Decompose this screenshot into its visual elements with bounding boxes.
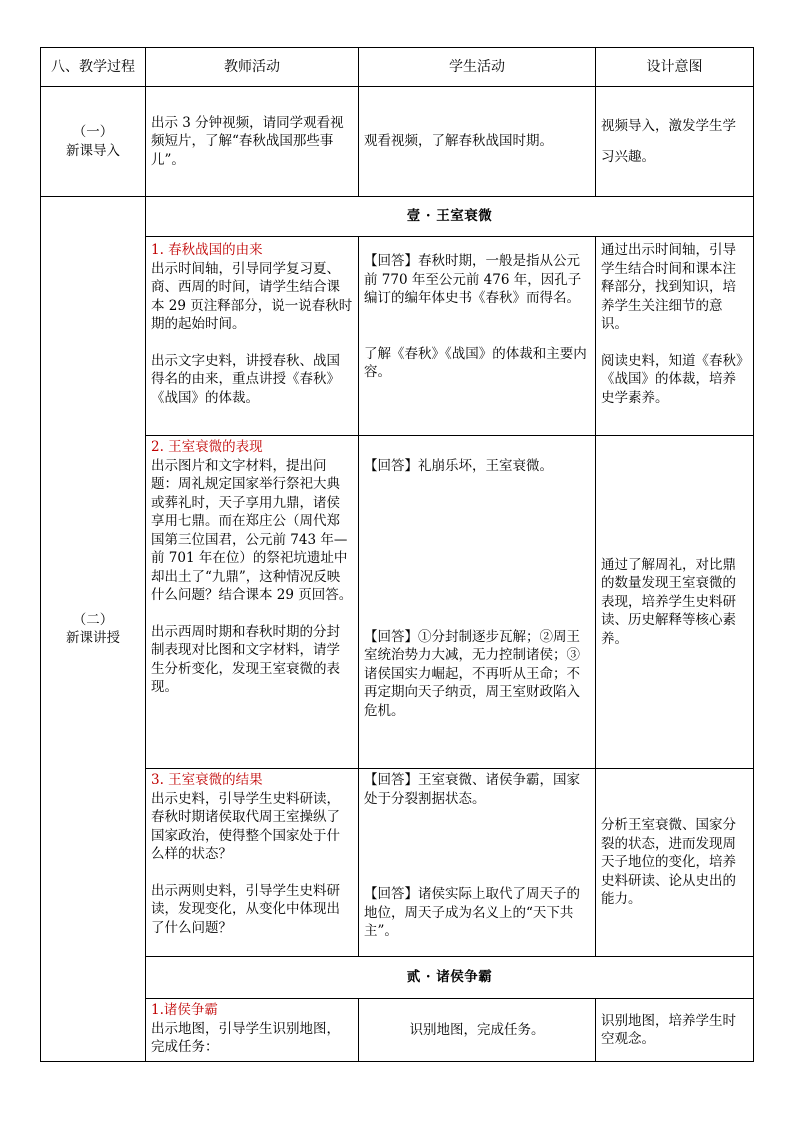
intent-text-origin-a: 通过出示时间轴，引导学生结合时间和课本注释部分，找到知识，培养学生关注细节的意识。 (601, 242, 736, 332)
intent-text-origin-b: 阅读史料，知道《春秋》《战国》的体裁，培养史学素养。 (601, 352, 743, 406)
section-heading-zhengba: 贰 · 诸侯争霸 (146, 957, 754, 999)
section-row-1 (41, 197, 754, 237)
row-hegemony (41, 999, 754, 1062)
student-text-origin-b: 了解《春秋》《战国》的体裁和主要内容。 (364, 345, 587, 380)
teacher-cell-origin (146, 237, 359, 436)
teacher-text-manifestation-a: 出示图片和文字材料，提出问题：周礼规定国家举行祭祀大典或葬礼时，天子享用九鼎，诸侯享用七鼎。而在郑庄公（周代郑国第三位国君，公元前 743 年—前 701 年在位）的祭祀坑遗址中却出土了“九鼎”，这种情况反映什么问题？结合课本 29 页回答。 (151, 457, 353, 603)
lecture-stage (41, 197, 146, 1062)
intent-cell-hegemony: 识别地图，培养学生时空观念。 (596, 999, 754, 1062)
section-heading-wangshi: 壹 · 王室衰微 (146, 197, 754, 237)
lecture-stage-name: 新课讲授 (66, 630, 120, 646)
intent-cell-origin (596, 237, 754, 436)
subtopic-title-origin: 1. 春秋战国的由来 (151, 242, 263, 258)
row-origin (41, 237, 754, 436)
student-text-result-a: 【回答】王室衰微、诸侯争霸，国家处于分裂割据状态。 (364, 772, 580, 807)
intent-cell-manifestation: 通过了解周礼，对比鼎的数量发现王室衰微的表现，培养学生史料研读、历史解释等核心素养。 (596, 436, 754, 769)
teacher-cell-manifestation (146, 436, 359, 769)
teacher-cell-result (146, 769, 359, 957)
row-manifestation (41, 436, 754, 769)
teacher-text-result-a: 出示史料，引导学生史料研读，春秋时期诸侯取代周王室操纵了国家政治，使得整个国家处于什么样的状态？ (151, 790, 340, 862)
teaching-process-table (40, 47, 754, 1062)
intro-stage-name: 新课导入 (66, 142, 120, 159)
section-row-2 (41, 957, 754, 999)
teacher-text-origin-a: 出示时间轴，引导同学复习夏、商、西周的时间，请学生结合课本 29 页注释部分，说一说春秋时期的起始时间。 (151, 260, 353, 332)
header-teacher-activity: 教师活动 (146, 48, 359, 87)
student-text-manifestation-a: 【回答】礼崩乐坏，王室衰微。 (364, 458, 553, 474)
intro-teacher-activity: 出示 3 分钟视频，请同学观看视频短片，了解“春秋战国那些事儿”。 (146, 87, 359, 197)
subtopic-title-result: 3. 王室衰微的结果 (151, 772, 263, 788)
header-design-intent: 设计意图 (596, 48, 754, 87)
intro-stage-number: （一） (72, 124, 114, 140)
student-cell-hegemony: 识别地图，完成任务。 (359, 999, 596, 1062)
student-text-manifestation-b: 【回答】①分封制逐步瓦解；②周王室统治势力大减，无力控制诸侯；③诸侯国实力崛起，不再听从王命；不再定期向天子纳贡，周王室财政陷入危机。 (364, 628, 580, 719)
student-cell-manifestation (359, 436, 596, 769)
lecture-stage-number: （二） (72, 611, 114, 628)
header-row (41, 48, 754, 87)
intro-design-intent: 视频导入，激发学生学习兴趣。 (596, 87, 754, 197)
teacher-text-manifestation-b: 出示西周时期和春秋时期的分封制表现对比图和文字材料，请学生分析变化，发现王室衰微的表现。 (151, 623, 340, 695)
subtopic-title-hegemony: 1.诸侯争霸 (151, 1002, 218, 1018)
intro-stage (41, 87, 146, 197)
student-text-origin-a: 【回答】春秋时期，一般是指从公元前 770 年至公元前 476 年，因孔子编订的编年体史书《春秋》而得名。 (364, 253, 582, 306)
teacher-cell-hegemony (146, 999, 359, 1062)
header-section: 八、教学过程 (41, 48, 146, 87)
teacher-text-hegemony: 出示地图，引导学生识别地图，完成任务： (151, 1020, 340, 1055)
student-cell-origin (359, 237, 596, 436)
teacher-text-result-b: 出示两则史料，引导学生史料研读，发现变化，从变化中体现出了什么问题？ (151, 882, 340, 936)
row-result (41, 769, 754, 957)
intro-student-activity: 观看视频，了解春秋战国时期。 (359, 87, 596, 197)
intro-row (41, 87, 754, 197)
teacher-text-origin-b: 出示文字史料，讲授春秋、战国得名的由来，重点讲授《春秋》《战国》的体裁。 (151, 352, 340, 406)
intent-cell-result: 分析王室衰微、国家分裂的状态，进而发现周天子地位的变化，培养史料研读、论从史出的能力。 (596, 769, 754, 957)
subtopic-title-manifestation: 2. 王室衰微的表现 (151, 439, 263, 455)
header-student-activity: 学生活动 (359, 48, 596, 87)
student-cell-result (359, 769, 596, 957)
student-text-result-b: 【回答】诸侯实际上取代了周天子的地位，周天子成为名义上的“天下共主”。 (364, 886, 580, 939)
